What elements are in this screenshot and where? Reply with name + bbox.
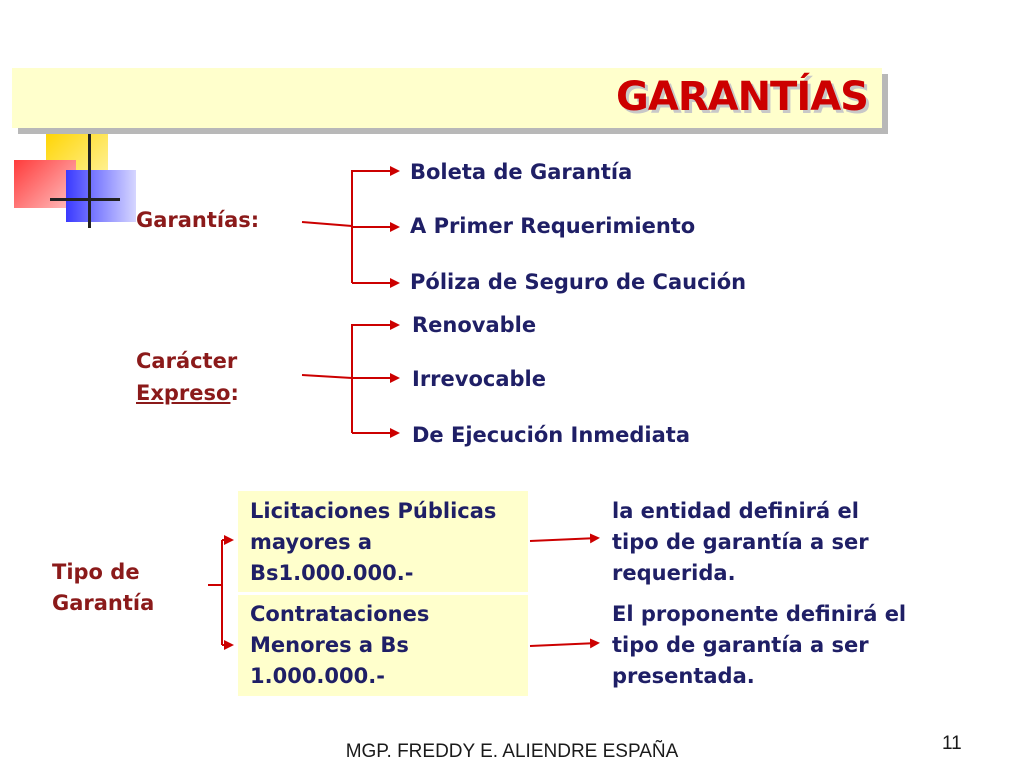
garantias-label: Garantías:	[136, 208, 260, 232]
contrataciones-box	[238, 595, 528, 696]
result-entidad-line-3: requerida.	[612, 561, 736, 585]
garantias-item-primer-requerimiento: A Primer Requerimiento	[410, 214, 696, 238]
slide-title: GARANTÍAS	[616, 74, 868, 120]
caracter-label-line2	[136, 378, 239, 409]
licitaciones-line-3: Bs1.000.000.-	[250, 561, 414, 585]
result-entidad-line-2: tipo de garantía a ser	[612, 530, 869, 554]
garantias-item-boleta: Boleta de Garantía	[410, 160, 633, 184]
caracter-item-renovable: Renovable	[412, 313, 537, 337]
tipo-label-line1: Tipo de	[52, 560, 140, 584]
contrataciones-line-3: 1.000.000.-	[250, 664, 385, 688]
result-proponente-line-1: El proponente definirá el	[612, 602, 907, 626]
caracter-label-line1: Carácter	[136, 349, 238, 373]
result-proponente-line-3: presentada.	[612, 664, 755, 688]
caracter-item-irrevocable: Irrevocable	[412, 367, 546, 391]
result-arrow-2	[530, 643, 598, 646]
licitaciones-box	[238, 491, 528, 592]
licitaciones-line-1: Licitaciones Públicas	[250, 499, 497, 523]
caracter-label-expreso: Expreso	[136, 381, 231, 405]
garantias-stem-line	[302, 222, 352, 226]
caracter-label-colon: :	[230, 381, 239, 405]
contrataciones-line-1: Contrataciones	[250, 602, 430, 626]
result-arrow-1	[530, 538, 598, 541]
caracter-item-ejecucion: De Ejecución Inmediata	[412, 423, 691, 447]
result-proponente	[612, 599, 906, 692]
result-proponente-line-2: tipo de garantía a ser	[612, 633, 869, 657]
tipo-label-line2: Garantía	[52, 591, 155, 615]
caracter-stem-line	[302, 375, 352, 378]
result-entidad	[612, 496, 869, 589]
contrataciones-line-2: Menores a Bs	[250, 633, 409, 657]
footer-author: MGP. FREDDY E. ALIENDRE ESPAÑA	[345, 741, 679, 762]
result-entidad-line-1: la entidad definirá el	[612, 499, 859, 523]
garantias-item-poliza: Póliza de Seguro de Caución	[410, 270, 747, 294]
page-number: 11	[942, 733, 962, 754]
licitaciones-line-2: mayores a	[250, 530, 373, 554]
